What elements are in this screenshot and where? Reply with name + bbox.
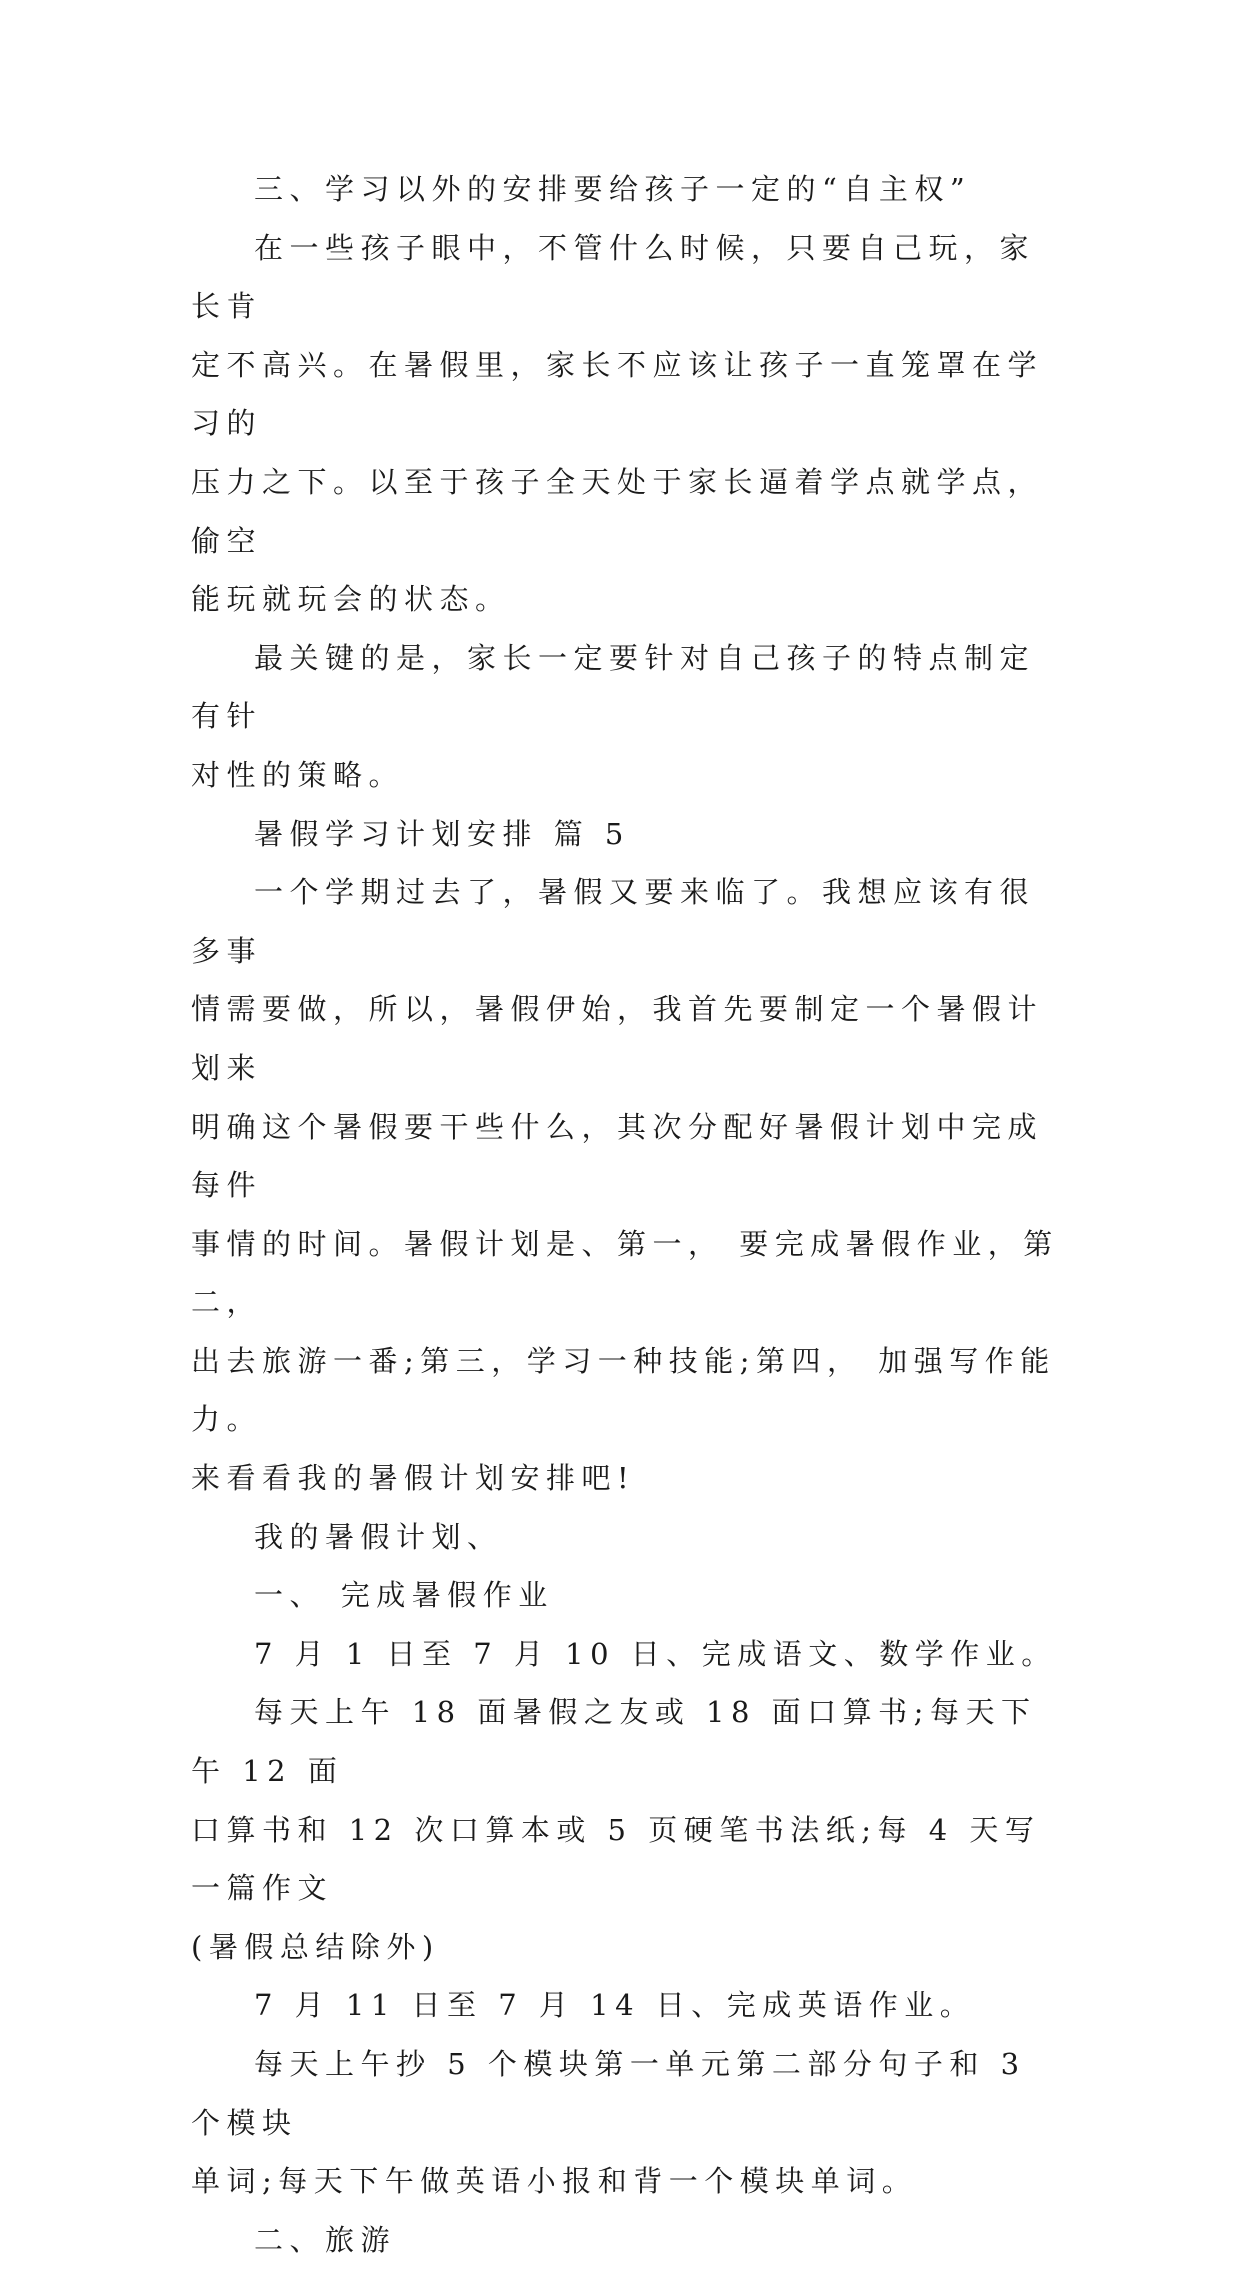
text-line: 每天上午 18 面暑假之友或 18 面口算书;每天下午 12 面	[191, 1695, 1037, 1789]
text-line: 单词;每天下午做英语小报和背一个模块单词。	[191, 2164, 918, 2199]
text-line: 一、 完成暑假作业	[254, 1578, 554, 1613]
text-line: 明确这个暑假要干些什么，其次分配好暑假计划中完成每件	[191, 1109, 1044, 1203]
paragraph	[191, 2035, 1061, 2211]
text-line: 压力之下。以至于孩子全天处于家长逼着学点就学点，偷空	[191, 464, 1044, 558]
paragraph	[191, 219, 1061, 629]
text-line: 口算书和 12 次口算本或 5 页硬笔书法纸;每 4 天写一篇作文	[191, 1812, 1041, 1906]
text-line: (暑假总结除外)	[191, 1929, 440, 1964]
text-line: 事情的时间。暑假计划是、第一， 要完成暑假作业，第二，	[191, 1226, 1059, 1320]
text-line: 三、学习以外的安排要给孩子一定的“自主权”	[254, 172, 972, 206]
document-body	[191, 160, 1061, 2269]
text-line: 一个学期过去了，暑假又要来临了。我想应该有很多事	[191, 875, 1036, 968]
text-line: 定不高兴。在暑假里，家长不应该让孩子一直笼罩在学习的	[191, 347, 1044, 441]
text-line: 情需要做，所以，暑假伊始，我首先要制定一个暑假计划来	[191, 992, 1044, 1085]
text-line: 对性的策略。	[191, 757, 405, 792]
text-line: 能玩就玩会的状态。	[191, 582, 511, 617]
text-line: 7 月 1 日至 7 月 10 日、完成语文、数学作业。	[254, 1636, 1057, 1671]
text-line: 暑假学习计划安排 篇 5	[254, 816, 630, 851]
paragraph	[191, 1508, 1061, 1567]
text-line: 二、旅游	[254, 2222, 397, 2257]
text-line: 在一些孩子眼中，不管什么时候，只要自己玩，家长肯	[191, 230, 1036, 324]
text-line: 我的暑假计划、	[254, 1519, 503, 1554]
paragraph	[191, 1683, 1061, 1976]
text-line: 7 月 11 日至 7 月 14 日、完成英语作业。	[254, 1988, 976, 2023]
paragraph	[191, 629, 1061, 805]
paragraph	[191, 1976, 1061, 2035]
paragraph	[191, 805, 1061, 864]
paragraph	[191, 863, 1061, 1508]
paragraph	[191, 1566, 1061, 1625]
paragraph	[191, 1625, 1061, 1684]
text-line: 每天上午抄 5 个模块第一单元第二部分句子和 3 个模块	[191, 2047, 1026, 2140]
paragraph	[191, 2211, 1061, 2269]
text-line: 来看看我的暑假计划安排吧!	[191, 1461, 636, 1496]
text-line: 出去旅游一番;第三，学习一种技能;第四， 加强写作能力。	[191, 1343, 1056, 1437]
text-line: 最关键的是，家长一定要针对自己孩子的特点制定有针	[191, 640, 1036, 734]
paragraph	[191, 160, 1061, 219]
